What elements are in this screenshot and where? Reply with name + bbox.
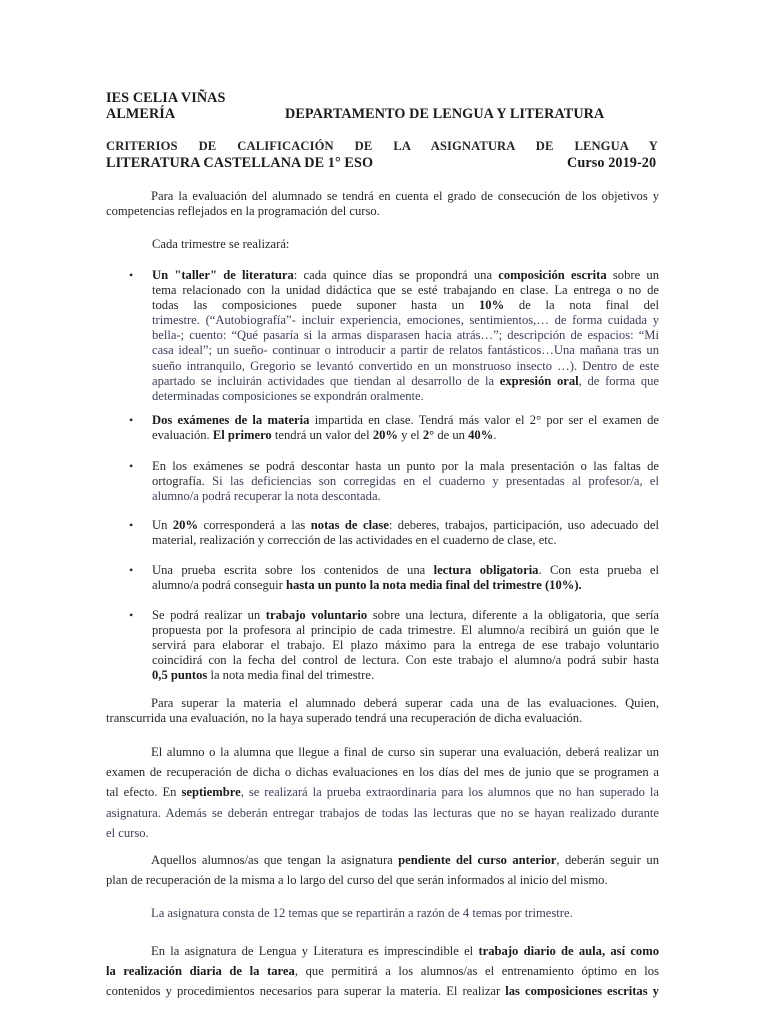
text-line: sobre una lectura, diferente a la obligatoria, que sería <box>367 608 659 622</box>
bullet-marker: • <box>129 459 134 473</box>
bullet-lectura-obligatoria <box>152 563 659 593</box>
paragraph-superar-materia <box>106 696 659 726</box>
paragraph-pendiente <box>106 850 659 890</box>
bullet-marker: • <box>129 563 134 577</box>
text-line <box>152 268 659 283</box>
text-line: alumno/a podrá conseguir <box>152 578 286 593</box>
bold-text: El primero <box>212 428 272 443</box>
text-line: apartado se incluirán actividades que tiendan al desarrollo de la <box>152 373 500 388</box>
text-line: sobre un <box>606 268 659 282</box>
intro-line-2: competencias reflejados en la programación del curso. <box>106 204 380 219</box>
bullet-marker: • <box>129 413 134 427</box>
bold-text: 2° <box>422 428 435 443</box>
bold-text: notas de clase <box>310 518 389 532</box>
text-line <box>152 413 659 428</box>
title-line-1: CRITERIOS DE CALIFICACIÓN DE LA ASIGNATURA DE LENGUA Y <box>106 139 658 153</box>
text-line: : deberes, trabajos, participación, uso adecuado del <box>388 518 660 532</box>
paragraph-trabajo-diario <box>106 941 659 1002</box>
bullet-marker: • <box>129 268 134 282</box>
text-line: , que permitirá a los alumnos/as el entrenamiento óptimo en los <box>294 964 659 979</box>
text-line: casa ideal”; un sueño- continuar o introducir a partir de relatos fantásticos…Una mañana tras un <box>152 343 659 358</box>
paragraph-temas: La asignatura consta de 12 temas que se repartirán a razón de 4 temas por trimestre. <box>151 906 573 920</box>
text-line <box>106 961 659 981</box>
bold-text: las composiciones escritas y <box>505 984 659 999</box>
bold-text: pendiente del curso anterior <box>398 853 557 867</box>
text-line: impartida en clase. Tendrá más valor el 2° por ser el examen de <box>309 413 659 427</box>
bullet-marker: • <box>129 518 134 532</box>
text-line <box>106 981 659 1001</box>
text-line: , de forma que <box>578 373 660 388</box>
bold-text: composición escrita <box>498 268 607 282</box>
text-line: determinadas composiciones se expondrán oralmente. <box>152 388 424 403</box>
text-line: , se realizará la prueba extraordinaria para los alumnos que no han superado la <box>240 785 660 800</box>
bullet-trabajo-voluntario <box>152 608 659 683</box>
text-line <box>152 374 659 389</box>
intro-line-1: Para la evaluación del alumnado se tendrá en cuenta el grado de consecución de los objetivos y <box>151 189 659 203</box>
text-line: servirá para elaborar el trabajo. El plazo máximo para la entrega de ese trabajo voluntario <box>152 638 659 653</box>
text-line: examen de recuperación de dicha o dichas evaluaciones en los días del mes de junio que se programen a <box>106 765 659 780</box>
text-line: tal efecto. <box>106 785 163 800</box>
text-line: asignatura. Además se deberán entregar trabajos de todas las lecturas que no se hayan realizado durante <box>106 805 659 820</box>
text-line: evaluación. <box>152 428 213 443</box>
text-line: alumno/a podrá recuperar la nota descontada. <box>152 489 381 504</box>
each-term-text: Cada trimestre se realizará: <box>152 237 290 251</box>
title-line-2: LITERATURA CASTELLANA DE 1° ESO <box>106 155 374 171</box>
bold-text: trabajo diario de aula, así como <box>478 944 659 958</box>
text-line: coincidirá con la fecha del control de lectura. Con este trabajo el alumno/a podrá subir hasta <box>152 653 659 668</box>
paragraph-recuperacion <box>106 742 659 843</box>
bold-text: 20% <box>172 518 199 532</box>
text-line: Si las deficiencias son corregidas en el cuaderno y presentadas al profesor/a, el <box>212 474 659 489</box>
bullet-examenes <box>152 413 659 443</box>
intro-paragraph <box>106 189 659 219</box>
text-line: de la nota final del <box>504 298 659 313</box>
text-line <box>152 608 659 623</box>
text-line: y el <box>398 428 423 443</box>
bold-text: septiembre <box>181 785 241 800</box>
text-line: todas las composiciones puede suponer hasta un <box>152 298 479 313</box>
text-line: ortografía. <box>152 474 213 489</box>
bold-text: 20% <box>372 428 398 443</box>
bold-text: trabajo voluntario <box>265 608 368 622</box>
text-line: tema relacionado con la unidad didáctica que se esté trabajando en clase. La entrega o no de <box>152 283 659 298</box>
bold-text: la realización diaria de la tarea <box>106 964 295 979</box>
text-line: . Con esta prueba el <box>538 563 659 577</box>
text-line: , deberán seguir un <box>556 853 659 867</box>
bold-text: 40% <box>468 428 494 443</box>
text-line: En <box>162 785 182 800</box>
text-line: En la asignatura de Lengua y Literatura es imprescindible el <box>151 944 479 958</box>
text-line <box>152 298 659 313</box>
text-line: el curso. <box>106 825 149 840</box>
text-line: propuesta por la profesora al principio de cada trimestre. El alumno/a recibirá un guión que le <box>152 623 659 638</box>
bold-text: lectura obligatoria <box>433 563 539 577</box>
bold-text: Dos exámenes de la materia <box>152 413 310 427</box>
bullet-marker: • <box>129 608 134 622</box>
course-year: Curso 2019-20 <box>567 155 657 171</box>
department-name: DEPARTAMENTO DE LENGUA Y LITERATURA <box>285 106 605 122</box>
text-line <box>152 578 659 593</box>
text-line: En los exámenes se podrá descontar hasta un punto por la mala presentación o las faltas de <box>152 459 659 473</box>
text-line: sueño intranquilo, Gregorio se levantó convertido en un monstruoso insecto …). Dentro de este <box>152 358 659 373</box>
text-line <box>106 782 659 802</box>
school-name: IES CELIA VIÑAS <box>106 90 226 106</box>
bold-text: 0,5 puntos <box>152 668 208 683</box>
text-line: contenidos y procedimientos necesarios para superar la materia. El realizar <box>106 984 506 999</box>
bold-text: 10% <box>479 298 505 313</box>
bold-text: hasta un punto la nota media final del trimestre (10%). <box>285 578 582 593</box>
text-line: Para superar la materia el alumnado deberá superar cada una de las evaluaciones. Quien, <box>151 696 659 710</box>
text-line: de un <box>434 428 469 443</box>
text-line: Un <box>152 518 173 532</box>
text-line: la nota media final del trimestre. <box>207 668 375 683</box>
document-title <box>106 139 658 154</box>
bullet-ortografia <box>152 459 659 504</box>
text-line: Aquellos alumnos/as que tengan la asignatura <box>151 853 399 867</box>
text-line: . <box>493 428 497 443</box>
text-line <box>152 428 659 443</box>
text-line: material, realización y corrección de las actividades en el cuaderno de clase, etc. <box>152 533 557 548</box>
bullet-taller-literatura <box>152 268 659 404</box>
text-line: corresponderá a las <box>198 518 311 532</box>
text-line: tendrá un valor del <box>271 428 373 443</box>
text-line: transcurrida una evaluación, no la haya superado tendrá una recuperación de dicha evaluación. <box>106 711 583 726</box>
text-line <box>152 518 659 533</box>
text-line: El alumno o la alumna que llegue a final de curso sin superar una evaluación, deberá realizar un <box>151 745 659 759</box>
text-line: : cada quince días se propondrá una <box>293 268 499 282</box>
bullet-notas-clase <box>152 518 659 548</box>
text-line: bella-; cuento: “Qué pasaría si la armas disparasen hacia atrás…”; descripción de espacios: “Mi <box>152 328 659 343</box>
text-line <box>106 850 659 870</box>
text-line: trimestre. (“Autobiografía”- incluir experiencia, emociones, sentimientos,… de forma cuidada y <box>152 313 659 328</box>
bold-text: expresión oral <box>499 373 579 388</box>
text-line <box>152 474 659 489</box>
text-line <box>152 563 659 578</box>
text-line <box>152 668 659 683</box>
text-line <box>106 941 659 961</box>
text-line: Se podrá realizar un <box>152 608 266 622</box>
text-line: plan de recuperación de la misma a lo largo del curso del que serán informados al inicio del mismo. <box>106 873 608 888</box>
bold-text: Un "taller" de literatura <box>152 268 294 282</box>
text-line: Una prueba escrita sobre los contenidos de una <box>152 563 434 577</box>
city-name: ALMERÍA <box>106 106 176 122</box>
